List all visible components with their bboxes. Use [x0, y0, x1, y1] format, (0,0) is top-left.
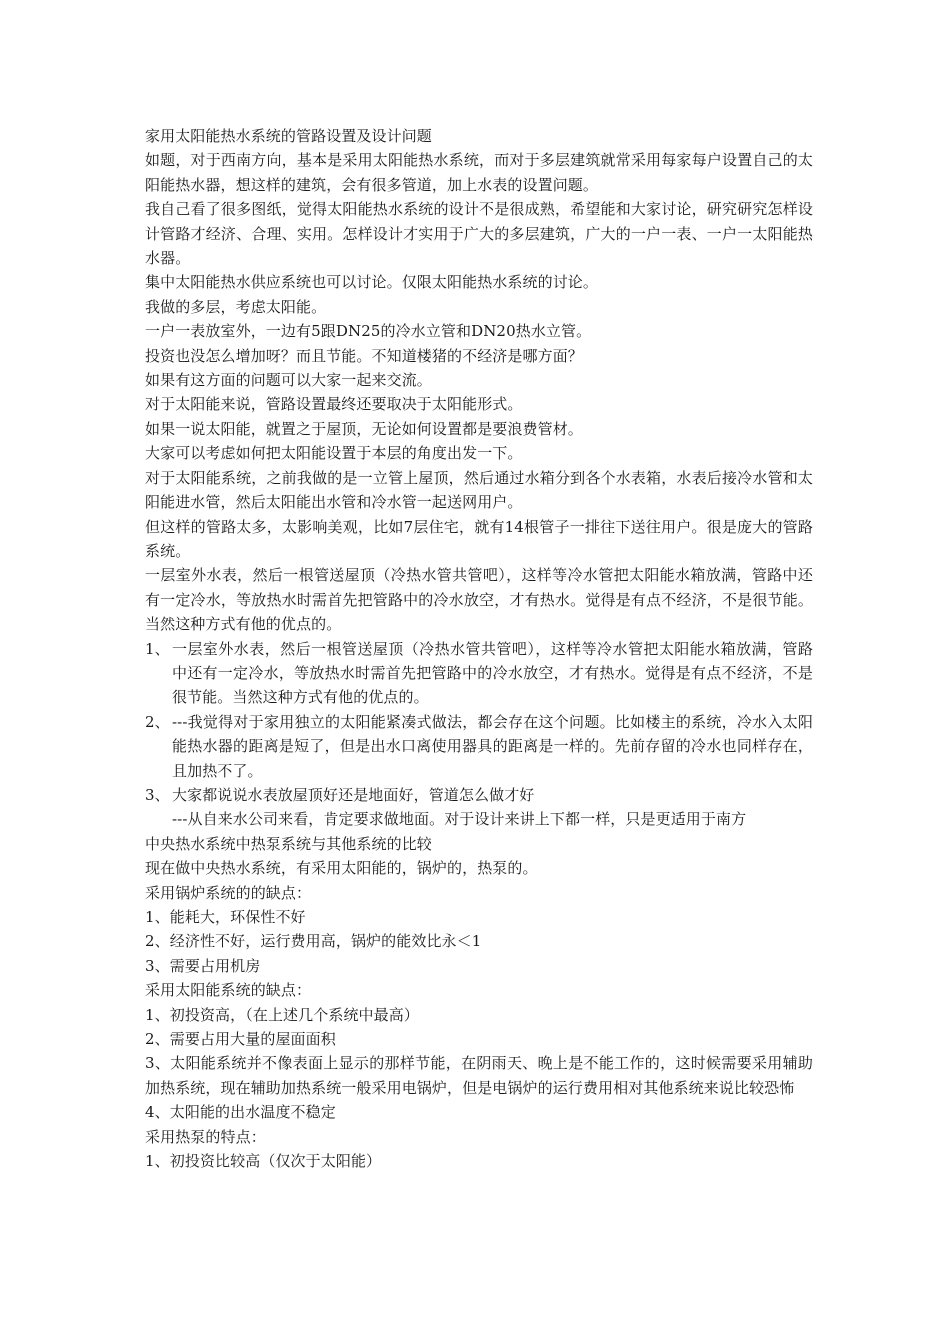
paragraph: 如题，对于西南方向，基本是采用太阳能热水系统，而对于多层建筑就常采用每家每户设置自己的太阳能热水器，想这样的建筑，会有很多管道，加上水表的设置问题。: [145, 151, 813, 194]
list-item: 2、需要占用大量的屋面面积: [145, 1030, 336, 1049]
list-followup: ---从自来水公司来看，肯定要求做地面。对于设计来讲上下都一样，只是更适用于南方: [172, 810, 747, 829]
paragraph: 现在做中央热水系统，有采用太阳能的，锅炉的，热泵的。: [145, 859, 538, 878]
paragraph: 对于太阳能来说，管路设置最终还要取决于太阳能形式。: [145, 395, 523, 414]
list-number: 1、: [145, 639, 170, 658]
section-title: 中央热水系统中热泵系统与其他系统的比较: [145, 834, 432, 853]
list-item: 4、太阳能的出水温度不稳定: [145, 1103, 336, 1122]
list-item: 3、需要占用机房: [145, 956, 261, 975]
heatpump-heading: 采用热泵的特点：: [145, 1127, 266, 1146]
list-text: 一层室外水表，然后一根管送屋顶（冷热水管共管吧），这样等冷水管把太阳能水箱放满，管路中还有一定冷水，等放热水时需首先把管路中的冷水放空，才有热水。觉得是有点不经济，不是很节能。当然这种方式有他的优点的。: [172, 639, 813, 707]
list-number: 3、: [145, 785, 170, 804]
paragraph: 但这样的管路太多，太影响美观，比如7层住宅，就有14根管子一排往下送往用户。很是庞大的管路系统。: [145, 517, 813, 560]
list-text: 大家都说说水表放屋顶好还是地面好，管道怎么做才好: [172, 785, 535, 804]
paragraph: 大家可以考虑如何把太阳能设置于本层的角度出发一下。: [145, 444, 523, 463]
list-number: 2、: [145, 712, 170, 731]
paragraph: 一层室外水表，然后一根管送屋顶（冷热水管共管吧），这样等冷水管把太阳能水箱放满，管路中还有一定冷水，等放热水时需首先把管路中的冷水放空，才有热水。觉得是有点不经济，不是很节能。当然这种方式有他的优点的。: [145, 566, 813, 634]
paragraph: 集中太阳能热水供应系统也可以讨论。仅限太阳能热水系统的讨论。: [145, 273, 599, 292]
numbered-list-item: [145, 710, 813, 783]
boiler-heading: 采用锅炉系统的的缺点：: [145, 883, 312, 902]
solar-heading: 采用太阳能系统的缺点：: [145, 981, 312, 1000]
paragraph: 我自己看了很多图纸，觉得太阳能热水系统的设计不是很成熟，希望能和大家讨论，研究研究怎样设计管路才经济、合理、实用。怎样设计才实用于广大的多层建筑，广大的一户一表、一户一太阳能热水器。: [145, 200, 813, 268]
list-item: 3、太阳能系统并不像表面上显示的那样节能，在阴雨天、晚上是不能工作的，这时候需要采用辅助加热系统，现在辅助加热系统一般采用电锅炉，但是电锅炉的运行费用相对其他系统来说比较恐怖: [145, 1054, 813, 1097]
numbered-list-item: [145, 783, 813, 807]
paragraph: 对于太阳能系统，之前我做的是一立管上屋顶，然后通过水箱分到各个水表箱，水表后接冷水管和太阳能进水管，然后太阳能出水管和冷水管一起送网用户。: [145, 468, 813, 512]
list-text: ---我觉得对于家用独立的太阳能紧凑式做法，都会存在这个问题。比如楼主的系统，冷水入太阳能热水器的距离是短了，但是出水口离使用器具的距离是一样的。先前存留的冷水也同样存在，且加热不了。: [172, 712, 813, 780]
paragraph: 我做的多层，考虑太阳能。: [145, 297, 327, 316]
document-body: [145, 124, 813, 1173]
paragraph: 如果一说太阳能，就置之于屋顶，无论如何设置都是要浪费管材。: [145, 419, 583, 438]
list-item: 2、经济性不好，运行费用高，锅炉的能效比永＜1: [145, 932, 482, 951]
list-item: 1、初投资高，（在上述几个系统中最高）: [145, 1005, 419, 1024]
paragraph: 一户一表放室外，一边有5跟DN25的冷水立管和DN20热水立管。: [145, 322, 592, 341]
list-item: 1、能耗大，环保性不好: [145, 908, 306, 926]
list-item: 1、初投资比较高（仅次于太阳能）: [145, 1152, 382, 1171]
document-title: 家用太阳能热水系统的管路设置及设计问题: [145, 127, 432, 145]
paragraph: 投资也没怎么增加呀？而且节能。不知道楼猪的不经济是哪方面？: [145, 346, 583, 365]
numbered-list-item: [145, 637, 813, 710]
paragraph: 如果有这方面的问题可以大家一起来交流。: [145, 371, 432, 390]
